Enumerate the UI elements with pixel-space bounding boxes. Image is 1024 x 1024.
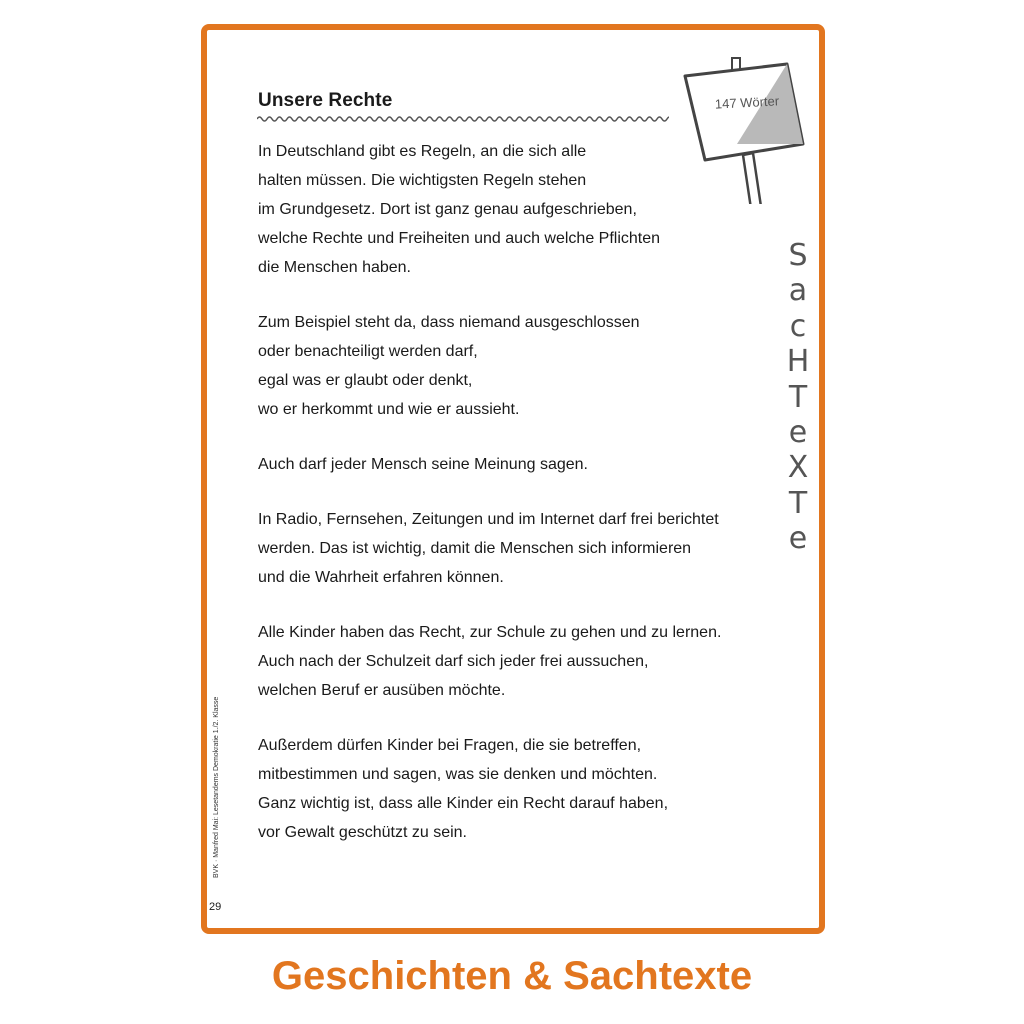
text-line: Ganz wichtig ist, dass alle Kinder ein Recht darauf haben, <box>258 795 669 812</box>
vertical-letter: e <box>788 415 808 451</box>
text-line: welche Rechte und Freiheiten und auch welche Pflichten <box>258 230 661 247</box>
page-title: Unsere Rechte <box>258 90 393 111</box>
side-credit <box>209 670 227 878</box>
sachtexte-vertical-label <box>781 238 815 557</box>
text-line: Auch darf jeder Mensch seine Meinung sagen. <box>258 456 588 473</box>
paragraph-4 <box>258 505 778 592</box>
footer-title: Geschichten & Sachtexte <box>271 954 753 998</box>
text-line: vor Gewalt geschützt zu sein. <box>258 824 467 841</box>
worksheet-page <box>201 24 825 934</box>
text-line: die Menschen haben. <box>258 259 411 276</box>
text-line: In Radio, Fernsehen, Zeitungen und im Internet darf frei berichtet <box>258 511 719 528</box>
paragraph-2 <box>258 308 778 424</box>
side-credit-text: BVK · Manfred Mai: Lesetandems Demokratie 1./2. Klasse <box>213 696 220 878</box>
text-line: Auch nach der Schulzeit darf sich jeder frei aussuchen, <box>258 653 649 670</box>
text-line: Außerdem dürfen Kinder bei Fragen, die sie betreffen, <box>258 737 642 754</box>
text-line: oder benachteiligt werden darf, <box>258 343 478 360</box>
vertical-letter: T <box>788 485 808 521</box>
text-line: Zum Beispiel steht da, dass niemand ausgeschlossen <box>258 314 640 331</box>
vertical-letter: a <box>788 273 808 309</box>
paragraph-6 <box>258 731 778 847</box>
text-line: egal was er glaubt oder denkt, <box>258 372 473 389</box>
paragraph-1 <box>258 137 778 282</box>
text-line: welchen Beruf er ausüben möchte. <box>258 682 506 699</box>
text-line: halten müssen. Die wichtigsten Regeln stehen <box>258 172 587 189</box>
paragraph-3 <box>258 450 778 479</box>
text-line: wo er herkommt und wie er aussieht. <box>258 401 520 418</box>
paragraph-5 <box>258 618 778 705</box>
vertical-letter: e <box>788 521 808 557</box>
text-line: im Grundgesetz. Dort ist ganz genau aufgeschrieben, <box>258 201 637 218</box>
text-line: In Deutschland gibt es Regeln, an die sich alle <box>258 143 587 160</box>
text-line: Alle Kinder haben das Recht, zur Schule zu gehen und zu lernen. <box>258 624 722 641</box>
vertical-letter: c <box>789 308 807 344</box>
text-line: mitbestimmen und sagen, was sie denken und möchten. <box>258 766 658 783</box>
vertical-letter: H <box>786 344 810 380</box>
text-line: werden. Das ist wichtig, damit die Menschen sich informieren <box>258 540 692 557</box>
text-line: und die Wahrheit erfahren können. <box>258 569 504 586</box>
vertical-letter: S <box>788 238 808 273</box>
word-count-label: 147 Wörter <box>714 93 780 112</box>
wavy-underline <box>257 114 669 124</box>
vertical-letter: X <box>787 450 809 486</box>
story-text <box>258 137 778 873</box>
vertical-letter: T <box>788 379 808 415</box>
page-number: 29 <box>209 901 222 913</box>
